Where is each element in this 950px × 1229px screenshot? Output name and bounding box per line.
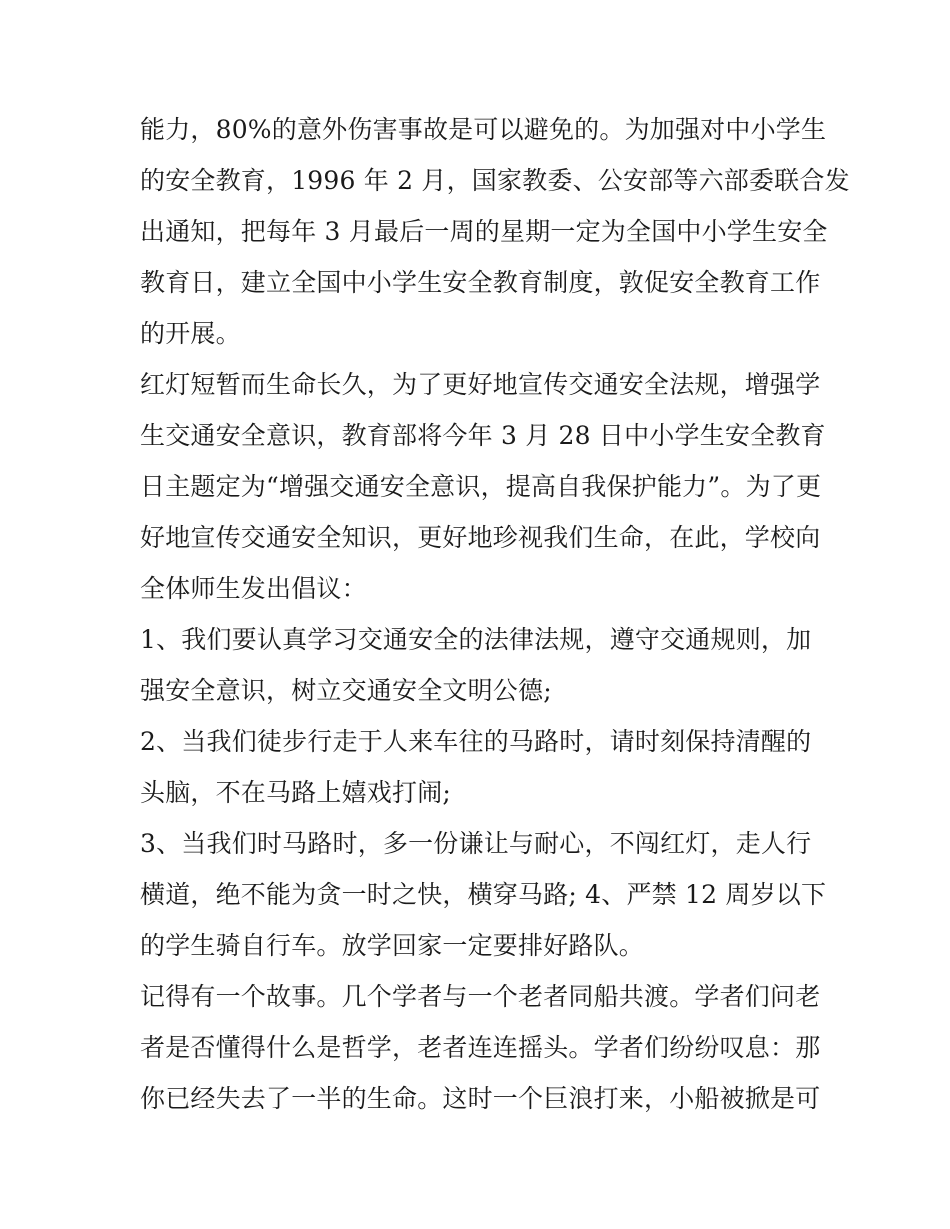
text-line: 1、我们要认真学习交通安全的法律法规，遵守交通规则，加 [140,625,812,654]
text-line: 生交通安全意识，教育部将今年 3 月 28 日中小学生安全教育 [140,421,826,450]
document-body [140,104,850,1124]
text-line: 教育日，建立全国中小学生安全教育制度，敦促安全教育工作 [140,268,821,297]
text-line: 的安全教育，1996 年 2 月，国家教委、公安部等六部委联合发 [140,166,850,195]
text-line: 日主题定为“增强交通安全意识，提高自我保护能力”。为了更 [140,472,822,501]
text-line: 全体师生发出倡议： [140,574,367,603]
text-line: 好地宣传交通安全知识，更好地珍视我们生命，在此，学校向 [140,523,821,552]
text-line: 出通知，把每年 3 月最后一周的星期一定为全国中小学生安全 [140,217,828,246]
text-line: 的开展。 [140,319,241,348]
text-line: 的学生骑自行车。放学回家一定要排好路队。 [140,931,645,960]
text-line: 3、当我们时马路时，多一份谦让与耐心，不闯红灯，走人行 [140,829,812,858]
text-line: 记得有一个故事。几个学者与一个老者同船共渡。学者们问老 [140,982,821,1011]
text-line: 2、当我们徒步行走于人来车往的马路时，请时刻保持清醒的 [140,727,812,756]
text-line: 横道，绝不能为贪一时之快，横穿马路; 4、严禁 12 周岁以下 [140,880,827,909]
text-line: 能力，80%的意外伤害事故是可以避免的。为加强对中小学生 [140,115,827,144]
text-line: 强安全意识，树立交通安全文明公德; [140,676,552,705]
text-line: 红灯短暂而生命长久，为了更好地宣传交通安全法规，增强学 [140,370,821,399]
text-line: 者是否懂得什么是哲学，老者连连摇头。学者们纷纷叹息：那 [140,1033,821,1062]
text-line: 你已经失去了一半的生命。这时一个巨浪打来，小船被掀是可 [140,1084,821,1113]
text-line: 头脑，不在马路上嬉戏打闹; [140,778,452,807]
